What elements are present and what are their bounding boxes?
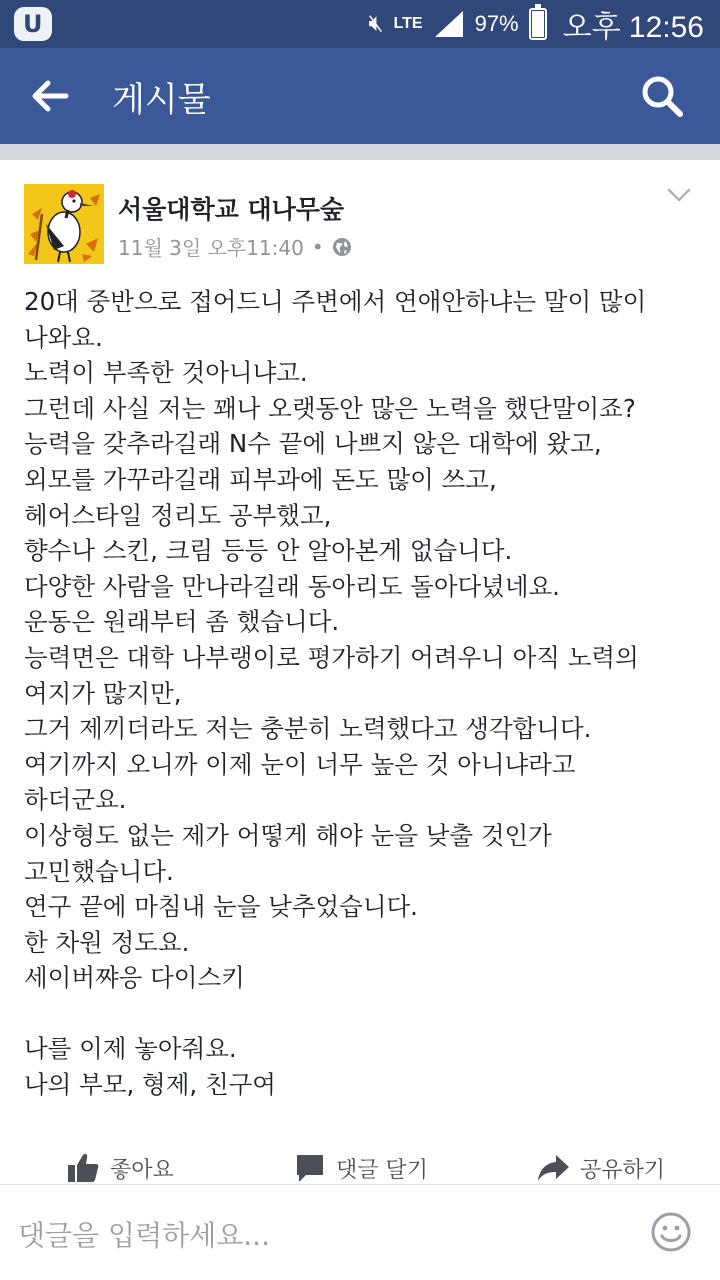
post-text-line: 나를 이제 놓아줘요.: [24, 1034, 237, 1064]
clock: 오후 12:56: [562, 11, 704, 44]
post-text-line: 여지가 많지만,: [24, 678, 182, 708]
arrow-left-icon: [26, 74, 74, 118]
battery-icon: [529, 8, 547, 40]
app-bar: [0, 48, 720, 144]
search-icon: [638, 72, 686, 120]
post-text-line: 그거 제끼더라도 저는 충분히 노력했다고 생각합니다.: [24, 714, 592, 744]
post-text: [24, 284, 704, 1103]
post-text-line: 하더군요.: [24, 785, 127, 815]
post-text-line: 향수나 스킨, 크림 등등 안 알아본게 없습니다.: [24, 536, 513, 566]
page-title: 게시물: [112, 80, 211, 120]
post-text-line: 세이버쨔응 다이스키: [24, 963, 245, 993]
post-text-line: 능력을 갖추라길래 N수 끝에 나쁘지 않은 대학에 왔고,: [24, 429, 602, 459]
globe-icon: [332, 237, 352, 257]
post-text-line: 외모를 가꾸라길래 피부과에 돈도 많이 쓰고,: [24, 464, 497, 494]
post-text-line: 한 차원 정도요.: [24, 927, 190, 957]
comment-bar: [0, 1184, 720, 1280]
share-label: 공유하기: [580, 1157, 666, 1183]
post-text-line: 20대 중반으로 접어드니 주변에서 연애안하냐는 말이 많이: [24, 287, 647, 316]
post-card: [0, 160, 720, 1184]
post-text-line: 이상형도 없는 제가 어떻게 해야 눈을 낮출 것인가: [24, 820, 552, 850]
post-text-line: 나의 부모, 형제, 친구여: [24, 1070, 276, 1100]
post-text-line: 노력이 부족한 것아니냐고.: [24, 358, 308, 388]
post-text-line: 운동은 원래부터 좀 했습니다.: [24, 607, 340, 637]
post-text-line: 그런데 사실 저는 꽤나 오랫동안 많은 노력을 했단말이죠?: [24, 393, 636, 423]
back-button[interactable]: [26, 74, 74, 118]
post-text-line: 고민했습니다.: [24, 856, 174, 886]
author-name[interactable]: 서울대학교 대나무숲: [118, 195, 345, 224]
signal-icon: [433, 9, 465, 39]
post-text-line: 헤어스타일 정리도 공부했고,: [24, 500, 332, 530]
divider: [0, 144, 720, 160]
search-button[interactable]: [638, 72, 686, 120]
comment-input[interactable]: [18, 1213, 618, 1257]
post-text-line: 나와요.: [24, 322, 103, 352]
thumbs-up-icon: [66, 1152, 100, 1184]
post-text-line: [24, 996, 704, 1032]
post-timestamp[interactable]: 11월 3일 오후11:40: [118, 236, 304, 260]
post-text-line: 다양한 사람을 만나라길래 동아리도 돌아다녔네요.: [24, 571, 560, 601]
battery-level: 97%: [474, 11, 519, 36]
post-text-line: 연구 끝에 마침내 눈을 낮추었습니다.: [24, 892, 418, 922]
emoji-button[interactable]: [650, 1211, 692, 1253]
comment-label: 댓글 달기: [336, 1157, 429, 1183]
status-indicators: [368, 0, 704, 48]
post-text-line: 여기까지 오니까 이제 눈이 너무 높은 것 아니냐라고: [24, 749, 576, 779]
chevron-down-icon: [666, 186, 692, 204]
post-meta: [118, 232, 352, 261]
like-label: 좋아요: [110, 1157, 174, 1183]
status-bar: [0, 0, 720, 48]
post-menu-button[interactable]: [666, 186, 692, 204]
network-type: LTE: [393, 15, 423, 32]
meta-separator: •: [311, 234, 324, 259]
crane-logo-icon: [24, 184, 104, 264]
smiley-icon: [650, 1211, 692, 1253]
avatar[interactable]: [24, 184, 104, 264]
mute-icon: 🔇︎: [368, 10, 384, 37]
post-text-line: 능력면은 대학 나부랭이로 평가하기 어려우니 아직 노력의: [24, 642, 639, 672]
carrier-logo-icon: U: [14, 7, 52, 41]
speech-bubble-icon: [294, 1152, 326, 1184]
share-arrow-icon: [536, 1153, 570, 1183]
